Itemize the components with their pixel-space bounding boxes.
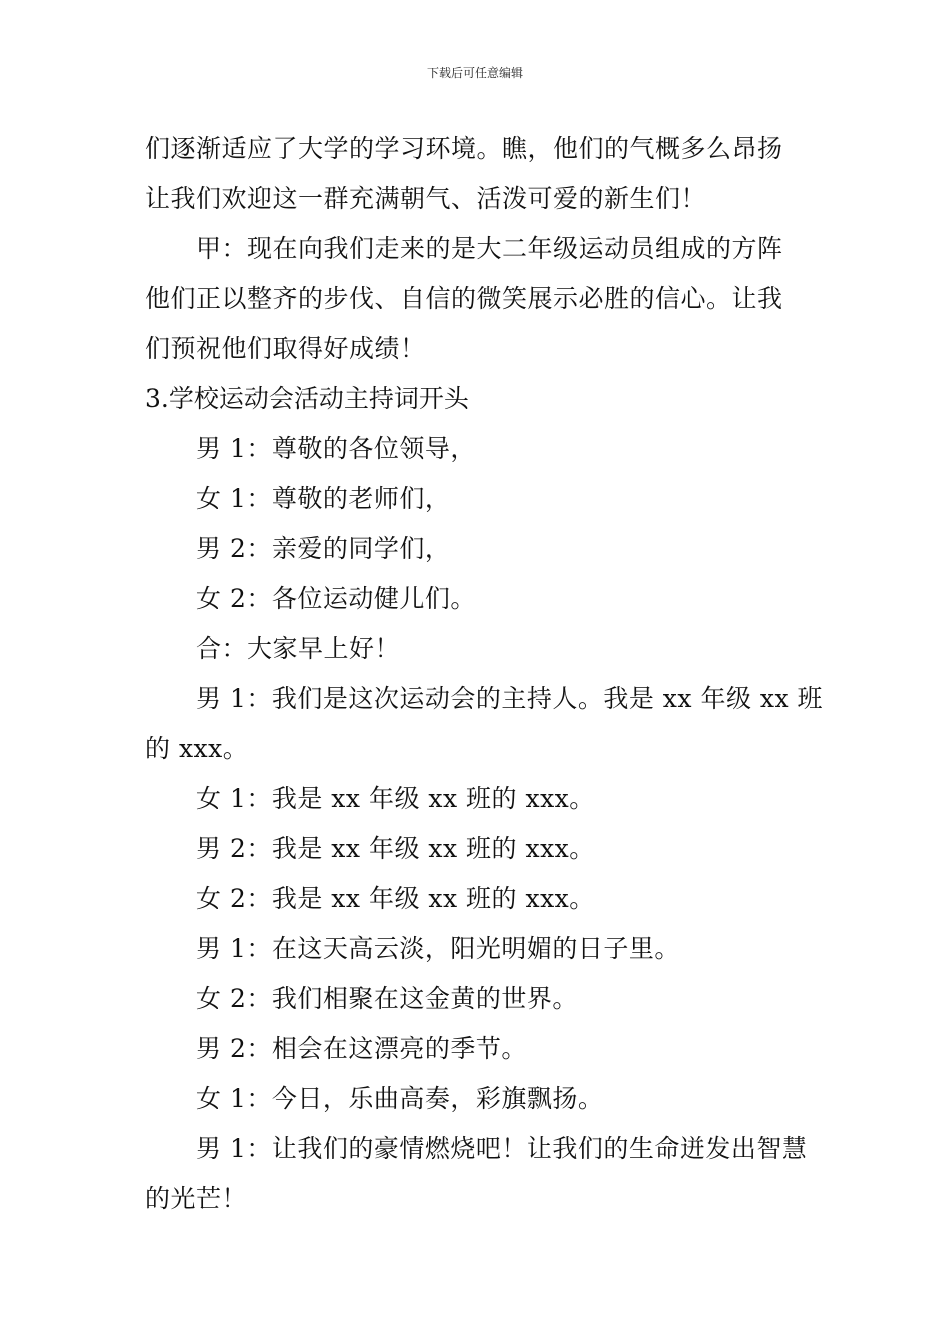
dialogue-line: 的 xxx。 <box>145 734 249 763</box>
section-heading: 3.学校运动会活动主持词开头 <box>145 384 469 413</box>
text-line: 让我们欢迎这一群充满朝气、活泼可爱的新生们！ <box>145 184 707 213</box>
text-line: 们预祝他们取得好成绩！ <box>145 334 426 363</box>
text-line: 们逐渐适应了大学的学习环境。瞧，他们的气概多么昂扬 <box>145 134 783 163</box>
dialogue-line: 女 1：今日，乐曲高奏，彩旗飘扬。 <box>196 1084 604 1113</box>
dialogue-line: 女 2：各位运动健儿们。 <box>196 584 476 613</box>
document-body <box>145 124 824 1224</box>
dialogue-line: 女 1：尊敬的老师们， <box>196 484 451 513</box>
dialogue-line: 男 1：我们是这次运动会的主持人。我是 xx 年级 xx 班 <box>196 684 824 713</box>
dialogue-line: 女 2：我们相聚在这金黄的世界。 <box>196 984 578 1013</box>
dialogue-line: 男 1：尊敬的各位领导， <box>196 434 476 463</box>
dialogue-line: 女 1：我是 xx 年级 xx 班的 xxx。 <box>196 784 595 813</box>
dialogue-line: 男 2：亲爱的同学们， <box>196 534 451 563</box>
dialogue-line: 女 2：我是 xx 年级 xx 班的 xxx。 <box>196 884 595 913</box>
text-line: 甲：现在向我们走来的是大二年级运动员组成的方阵 <box>196 234 783 263</box>
text-line: 他们正以整齐的步伐、自信的微笑展示必胜的信心。让我 <box>145 284 783 313</box>
dialogue-line: 男 2：相会在这漂亮的季节。 <box>196 1034 527 1063</box>
dialogue-line: 男 1：让我们的豪情燃烧吧！让我们的生命迸发出智慧 <box>196 1134 808 1163</box>
dialogue-line: 男 1：在这天高云淡，阳光明媚的日子里。 <box>196 934 680 963</box>
dialogue-line: 男 2：我是 xx 年级 xx 班的 xxx。 <box>196 834 595 863</box>
page-header: 下载后可任意编辑 <box>426 66 523 80</box>
dialogue-line: 合：大家早上好！ <box>196 634 401 663</box>
dialogue-line: 的光芒！ <box>145 1184 248 1213</box>
